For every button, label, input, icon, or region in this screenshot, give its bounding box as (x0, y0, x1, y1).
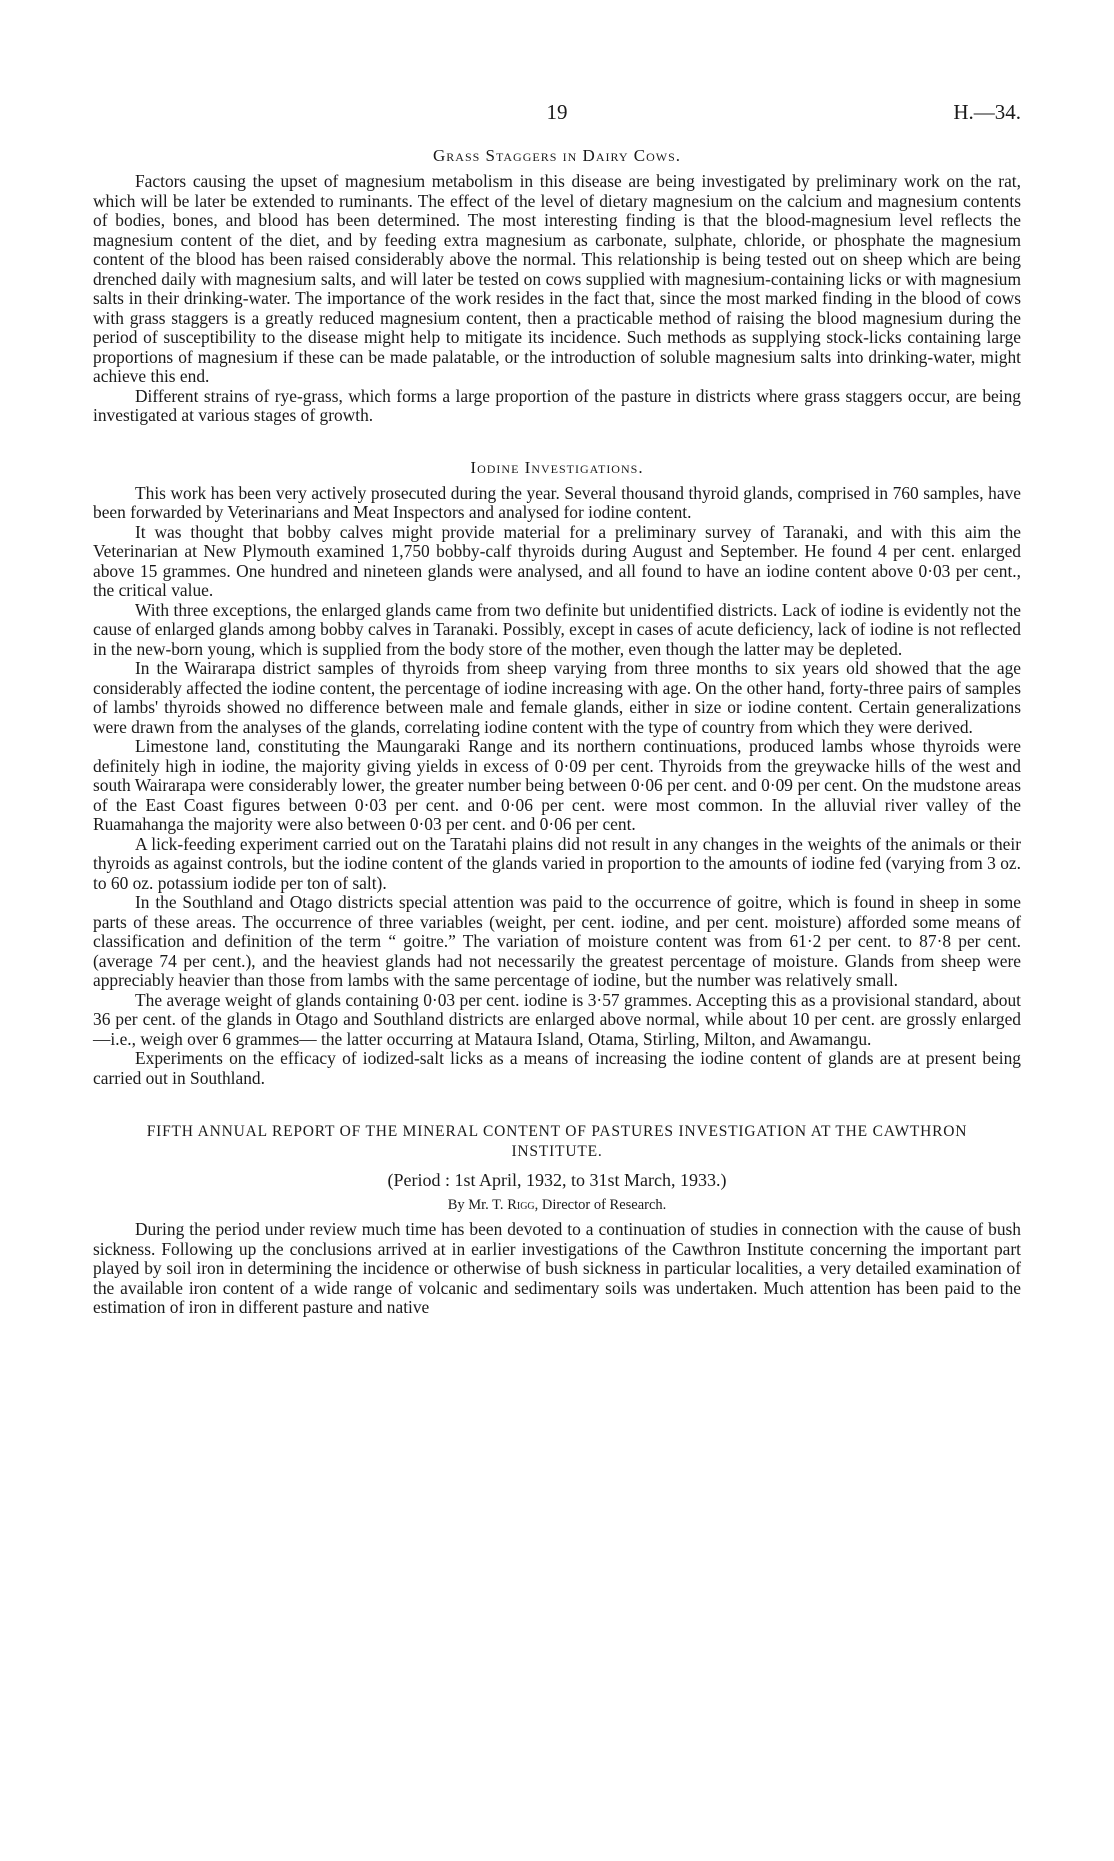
document-code: H.—34. (953, 100, 1021, 124)
paragraph: In the Wairarapa district samples of thyroids from sheep varying from three months to six years old showed that the age considerably affected the iodine content, the percentage of iodine increasing with age. On the other hand, forty-three pairs of samples of lambs' thyroids showed no difference between male and female glands, either in size or iodine content. Certain generalizations were drawn from the analyses of the glands, correlating iodine content with the type of country from which they were derived. (93, 658, 1021, 737)
report-period: (Period : 1st April, 1932, to 31st March, 1933.) (387, 1170, 727, 1190)
paragraph: It was thought that bobby calves might provide material for a preliminary survey of Taranaki, and with this aim the Veterinarian at New Plymouth examined 1,750 bobby-calf thyroids during August and September. He found 4 per cent. enlarged above 15 grammes. One hundred and nineteen glands were analysed, and all found to have an iodine content above 0·03 per cent., the critical value. (93, 521, 1021, 600)
paragraph: During the period under review much time has been devoted to a continuation of studies in connection with the cause of bush sickness. Following up the conclusions arrived at in earlier investigations of the Cawthron Institute concerning the important part played by soil iron in determining the incidence or otherwise of bush sickness in particular localities, a very detailed examination of the available iron content of a wide range of volcanic and sedimentary soils was undertaken. Much attention has been paid to the estimation of iron in different pasture and native (93, 1219, 1021, 1317)
report-byline (93, 1197, 1021, 1214)
document-page (93, 100, 1021, 1318)
page-header (93, 100, 1021, 136)
paragraph: With three exceptions, the enlarged glands came from two definite but unidentified districts. Lack of iodine is evidently not the cause of enlarged glands among bobby calves in Taranaki. Possibly, except in cases of acute deficiency, lack of iodine is not reflected in the new-born young, which is supplied from the body store of the mother, even though the latter may be depleted. (93, 599, 1021, 659)
paragraph: Experiments on the efficacy of iodized-salt licks as a means of increasing the iodine content of glands are at present being carried out in Southland. (93, 1048, 1021, 1088)
paragraph: This work has been very actively prosecuted during the year. Several thousand thyroid glands, comprised in 760 samples, have been forwarded by Veterinarians and Meat Inspectors and analysed for iodine content. (93, 482, 1021, 522)
report-title: FIFTH ANNUAL REPORT OF THE MINERAL CONTENT OF PASTURES INVESTIGATION AT THE CAWTHRON INSTITUTE. (146, 1123, 968, 1160)
byline-suffix: , Director of Research. (534, 1197, 667, 1213)
page-number: 19 (546, 100, 568, 124)
paragraph: In the Southland and Otago districts special attention was paid to the occurrence of goitre, which is found in sheep in some parts of these areas. The occurrence of three variables (weight, per cent. iodine, and per cent. moisture) afforded some means of classification and definition of the term “ goitre.” The variation of moisture content was from 61·2 per cent. to 87·8 per cent. (average 74 per cent.), and the heaviest glands had not necessarily the greatest percentage of moisture. Glands from sheep were appreciably heavier than those from lambs with the same percentage of iodine, but the number was relatively small. (93, 892, 1021, 990)
author-name: Rigg (507, 1197, 535, 1213)
paragraph: Factors causing the upset of magnesium metabolism in this disease are being investigated by preliminary work on the rat, which will be later be extended to ruminants. The effect of the level of dietary magnesium on the calcium and magnesium contents of bodies, bones, and blood has been determined. The most interesting finding is that the blood-magnesium level reflects the magnesium content of the diet, and by feeding extra magnesium as carbonate, sulphate, chloride, or phosphate the magnesium content of the blood has been raised considerably above the normal. This relationship is being tested out on sheep which are being drenched daily with magnesium salts, and will later be tested on cows supplied with magnesium-containing licks or with magnesium salts in their drinking-water. The importance of the work resides in the fact that, since the most marked finding in the blood of cows with grass staggers is a greatly reduced magnesium content, then a practicable method of raising the blood magnesium during the period of susceptibility to the disease might help to mitigate its incidence. Such methods as supplying stock-licks containing large proportions of magnesium if these can be made palatable, or the introduction of soluble magnesium salts into drinking-water, might achieve this end. (93, 171, 1021, 386)
paragraph: Limestone land, constituting the Maungaraki Range and its northern continuations, produced lambs whose thyroids were definitely high in iodine, the majority giving yields in excess of 0·09 per cent. Thyroids from the greywacke hills of the west and south Wairarapa were considerably lower, the greater number being between 0·06 per cent. and 0·09 per cent. On the mudstone areas of the East Coast figures between 0·03 per cent. and 0·06 per cent. were most common. In the alluvial river valley of the Ruamahanga the majority were also between 0·03 per cent. and 0·06 per cent. (93, 736, 1021, 834)
paragraph: Different strains of rye-grass, which forms a large proportion of the pasture in districts where grass staggers occur, are being investigated at various stages of growth. (93, 385, 1021, 425)
byline-prefix: By Mr. T. (447, 1197, 504, 1213)
paragraph: A lick-feeding experiment carried out on the Taratahi plains did not result in any changes in the weights of the animals or their thyroids as against controls, but the iodine content of the glands varied in proportion to the amounts of iodine fed (varying from 3 oz. to 60 oz. potassium iodide per ton of salt). (93, 833, 1021, 893)
paragraph: The average weight of glands containing 0·03 per cent. iodine is 3·57 grammes. Accepting this as a provisional standard, about 36 per cent. of the glands in Otago and Southland districts are enlarged above normal, while about 10 per cent. are grossly enlarged—i.e., weigh over 6 grammes— the latter occurring at Mataura Island, Otama, Stirling, Milton, and Awamangu. (93, 989, 1021, 1049)
section-title-grass-staggers: Grass Staggers in Dairy Cows. (433, 146, 681, 165)
section-title-iodine: Iodine Investigations. (470, 457, 644, 477)
